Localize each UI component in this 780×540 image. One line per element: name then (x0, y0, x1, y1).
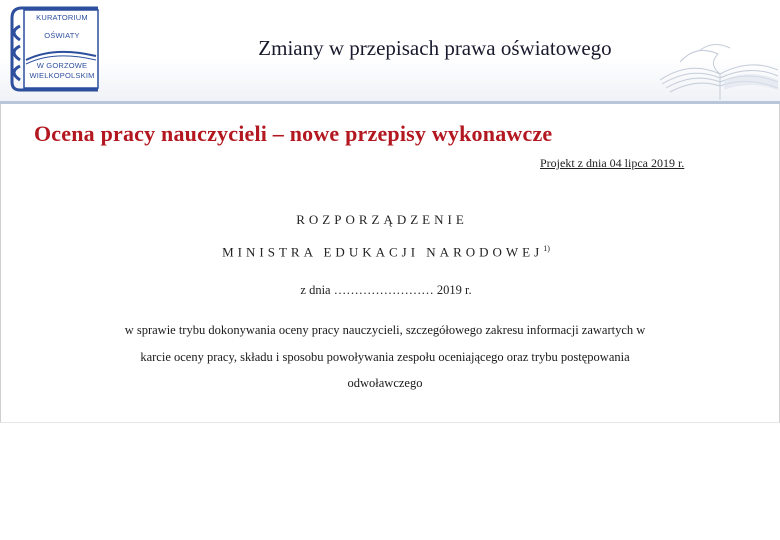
issuer-footnote: 1) (543, 244, 550, 253)
section-title: Ocena pracy nauczycieli – nowe przepisy wykonawcze (34, 121, 553, 146)
logo-line-3: W GORZOWE (36, 61, 88, 70)
document-subject (60, 317, 710, 397)
document-heading: ROZPORZĄDZENIE (296, 212, 468, 227)
subject-line-3: odwoławczego (347, 376, 423, 390)
project-date-note: Projekt z dnia 04 lipca 2019 r. (540, 156, 685, 170)
document-date-line: z dnia …………………… 2019 r. (300, 283, 472, 297)
logo-line-1: KURATORIUM (36, 13, 88, 22)
logo-line-4: WIELKOPOLSKIM (29, 71, 95, 80)
issuer-name: MINISTRA EDUKACJI NARODOWEJ (222, 244, 544, 260)
kuratorium-logo (4, 2, 104, 94)
subject-line-2: karcie oceny pracy, składu i sposobu powoływania zespołu oceniającego oraz trybu postępowania (140, 349, 630, 364)
header-title: Zmiany w przepisach prawa oświatowego (258, 36, 612, 60)
document-issuer (0, 244, 776, 260)
slide-header (0, 0, 780, 104)
open-book-icon (640, 40, 780, 102)
logo-line-2: OŚWIATY (44, 31, 80, 40)
subject-line-1: w sprawie trybu dokonywania oceny pracy nauczycieli, szczegółowego zakresu informacji zawartych w (124, 323, 646, 337)
